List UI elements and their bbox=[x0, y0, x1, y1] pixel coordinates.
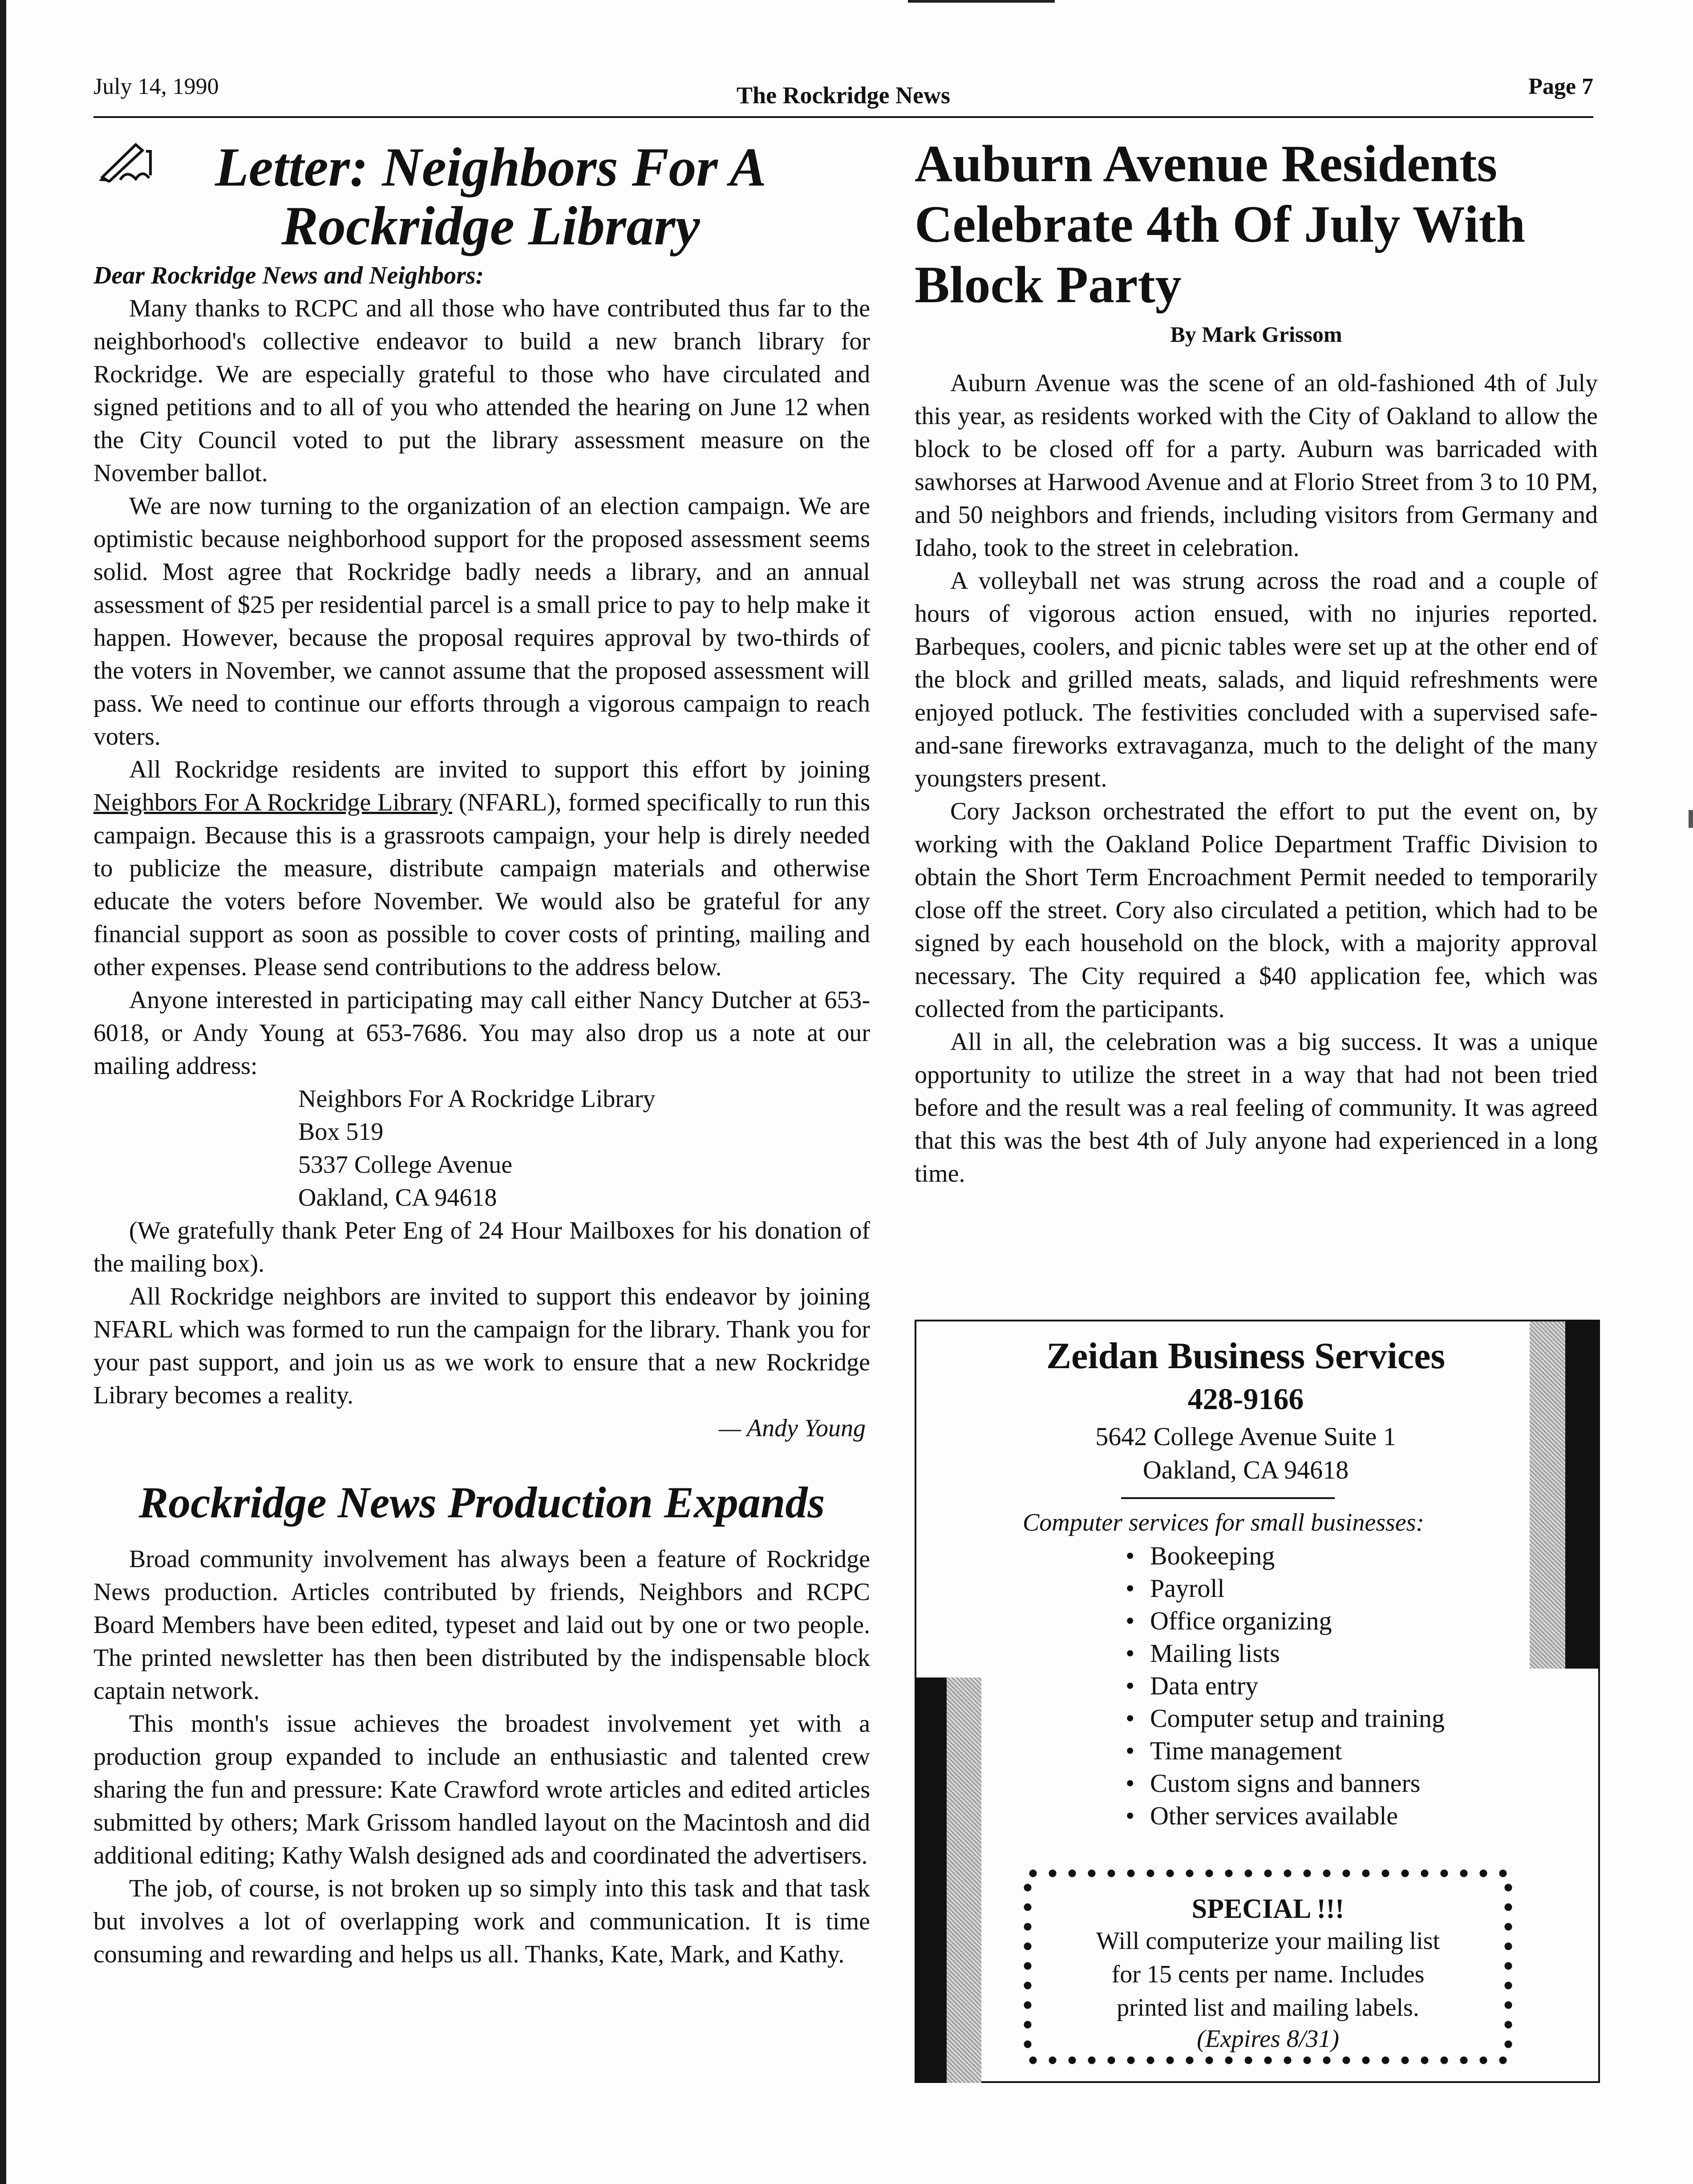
issue-date: July 14, 1990 bbox=[93, 74, 219, 99]
letter-paragraph: We are now turning to the organization of an election campaign. We are optimistic because neighborhood support for the proposed assessment seems solid. Most agree that Rockridge badly needs a library, and an annual assessment of $25 per residential parcel is a small price to pay to help make it happen. However, because the proposal requires approval by two-thirds of the voters in November, we cannot assume that the proposed assessment will pass. We need to continue our efforts through a vigorous campaign to reach voters. bbox=[93, 492, 870, 750]
ad-address-line: Oakland, CA 94618 bbox=[1142, 1455, 1349, 1484]
scan-right-mark bbox=[1689, 810, 1693, 828]
ad-services-list bbox=[1126, 1540, 1445, 1832]
address-line: Neighbors For A Rockridge Library bbox=[298, 1085, 656, 1113]
scan-top-mark bbox=[908, 0, 1055, 3]
ad-business-name: Zeidan Business Services bbox=[1046, 1335, 1446, 1377]
special-text: Will computerize your mailing list bbox=[1096, 1927, 1440, 1955]
letter-paragraph: Anyone interested in participating may call either Nancy Dutcher at 653-6018, or Andy Young at 653-7686. You may also drop us a note at our mailing address: bbox=[93, 986, 870, 1080]
special-title: SPECIAL !!! bbox=[1191, 1894, 1345, 1924]
zeidan-ad bbox=[915, 1320, 1600, 2083]
list-item: • Computer setup and training bbox=[1126, 1702, 1445, 1734]
list-item: • Mailing lists bbox=[1126, 1637, 1445, 1669]
page-header bbox=[93, 69, 1593, 118]
list-item: • Bookeeping bbox=[1126, 1540, 1445, 1572]
nfarl-link[interactable]: Neighbors For A Rockridge Library bbox=[93, 789, 453, 816]
production-paragraph: This month's issue achieves the broadest involvement yet with a production group expanded to include an enthusiastic and talented crew sharing the fun and pressure: Kate Crawford wrote articles and edited articles submitted by others; Mark Grissom handled layout on the Macintosh and did additional editing; Kathy Walsh designed ads and coordinated the advertisers. bbox=[93, 1710, 870, 1869]
address-line: Box 519 bbox=[298, 1118, 384, 1146]
ad-phone: 428-9166 bbox=[1187, 1382, 1304, 1416]
ad-shadow-pattern bbox=[947, 1678, 981, 2083]
list-item: • Other services available bbox=[1126, 1799, 1445, 1832]
production-paragraph: The job, of course, is not broken up so simply into this task and that task but involves a lot of overlapping work and communication. It is time consuming and rewarding and helps us all. Thanks, Kate, Mark, and Kathy. bbox=[93, 1875, 870, 1968]
header-rule bbox=[93, 116, 1593, 118]
special-text: printed list and mailing labels. bbox=[1117, 1994, 1419, 2022]
letter-text: All Rockridge residents are invited to support this effort by joining bbox=[129, 756, 870, 783]
dotted-border bbox=[1023, 2056, 1513, 2065]
list-item: • Custom signs and banners bbox=[1126, 1767, 1445, 1799]
auburn-byline: By Mark Grissom bbox=[1170, 322, 1342, 347]
letter-paragraph bbox=[93, 753, 870, 984]
page-number: Page 7 bbox=[1528, 74, 1593, 99]
letter-heading bbox=[93, 138, 870, 258]
production-title: Rockridge News Production Expands bbox=[138, 1478, 825, 1527]
address-line: 5337 College Avenue bbox=[298, 1151, 513, 1179]
ad-black-bar bbox=[916, 1678, 947, 2083]
letter-title-line1: Letter: Neighbors For A bbox=[215, 137, 766, 198]
auburn-title: Auburn Avenue Residents Celebrate 4th Of July With Block Party bbox=[915, 134, 1526, 314]
auburn-paragraph: Auburn Avenue was the scene of an old-fashioned 4th of July this year, as residents worked with the City of Oakland to allow the block to be closed off for a party. Auburn was barricaded with sawhorses at Harwood Avenue and at Florio Street from 3 to 10 PM, and 50 neighbors and friends, including visitors from Germany and Idaho, took to the street in celebration. bbox=[915, 369, 1598, 562]
letter-paragraph: Many thanks to RCPC and all those who have contributed thus far to the neighborhood's collective endeavor to build a new branch library for Rockridge. We are especially grateful to those who have circulated and signed petitions and to all of you who attended the hearing on June 12 when the City Council voted to put the library assessment measure on the November ballot. bbox=[93, 295, 870, 487]
ad-shadow-pattern bbox=[1530, 1321, 1565, 1669]
ad-address-line: 5642 College Avenue Suite 1 bbox=[1095, 1422, 1396, 1451]
address-line: Oakland, CA 94618 bbox=[298, 1184, 497, 1212]
dotted-border bbox=[1023, 1869, 1513, 1878]
letter-paragraph: All Rockridge neighbors are invited to support this endeavor by joining NFARL which was formed to run the campaign for the library. Thank you for your past support, and join us as we work to ensure that a new Rockridge Library becomes a reality. bbox=[93, 1283, 870, 1409]
special-expiry: (Expires 8/31) bbox=[1197, 2025, 1339, 2053]
left-column bbox=[93, 125, 870, 1971]
special-text: for 15 cents per name. Includes bbox=[1111, 1961, 1425, 1988]
list-item: • Time management bbox=[1126, 1734, 1445, 1767]
letter-title bbox=[93, 138, 870, 255]
auburn-paragraph: A volleyball net was strung across the road and a couple of hours of vigorous action ensued, with no injuries reported. Barbeques, coolers, and picnic tables were set up at the other end of the block and grilled meats, salads, and liquid refreshments were enjoyed potluck. The festivities concluded with a supervised safe-and-sane fireworks extravaganza, much to the delight of the many youngsters present. bbox=[915, 567, 1598, 792]
list-item: • Data entry bbox=[1126, 1669, 1445, 1702]
list-item: • Office organizing bbox=[1126, 1605, 1445, 1637]
scan-edge-shadow bbox=[0, 0, 6, 2184]
letter-salutation: Dear Rockridge News and Neighbors: bbox=[93, 262, 484, 289]
letter-signature: — Andy Young bbox=[719, 1414, 866, 1442]
letter-text: (NFARL), formed specifically to run this campaign. Because this is a grassroots campaign, your help is direly needed to publicize the measure, distribute campaign materials and otherwise educate the voters before November. We would also be grateful for any financial support as soon as possible to cover costs of printing, mailing and other expenses. Please send contributions to the address below. bbox=[93, 789, 870, 981]
letter-paragraph: (We gratefully thank Peter Eng of 24 Hour Mailboxes for his donation of the mailing box). bbox=[93, 1217, 870, 1277]
special-offer-box bbox=[1023, 1869, 1513, 2065]
list-item: • Payroll bbox=[1126, 1572, 1445, 1605]
letter-title-line2: Rockridge Library bbox=[281, 195, 700, 256]
ad-divider bbox=[1121, 1497, 1335, 1499]
ad-black-bar bbox=[1565, 1321, 1600, 1669]
ad-services-label: Computer services for small businesses: bbox=[1022, 1509, 1425, 1536]
auburn-paragraph: Cory Jackson orchestrated the effort to put the event on, by working with the Oakland Police Department Traffic Division to obtain the Short Term Encroachment Permit needed to temporarily close off the street. Cory also circulated a petition, which had to be signed by each household on the block, with a majority approval necessary. The City required a $40 application fee, which was collected from the participants. bbox=[915, 798, 1598, 1023]
newspaper-name: The Rockridge News bbox=[737, 82, 950, 109]
right-column bbox=[915, 125, 1598, 1190]
production-paragraph: Broad community involvement has always been a feature of Rockridge News production. Articles contributed by friends, Neighbors and RCPC Board Members have been edited, typeset and laid out by one or two people. The printed newsletter has then been distributed by the indispensable block captain network. bbox=[93, 1545, 870, 1705]
mailing-address bbox=[93, 1082, 870, 1214]
auburn-paragraph: All in all, the celebration was a big success. It was a unique opportunity to utilize the street in a way that had not been tried before and the result was a real feeling of community. It was agreed that this was the best 4th of July anyone had experienced in a long time. bbox=[915, 1028, 1598, 1187]
